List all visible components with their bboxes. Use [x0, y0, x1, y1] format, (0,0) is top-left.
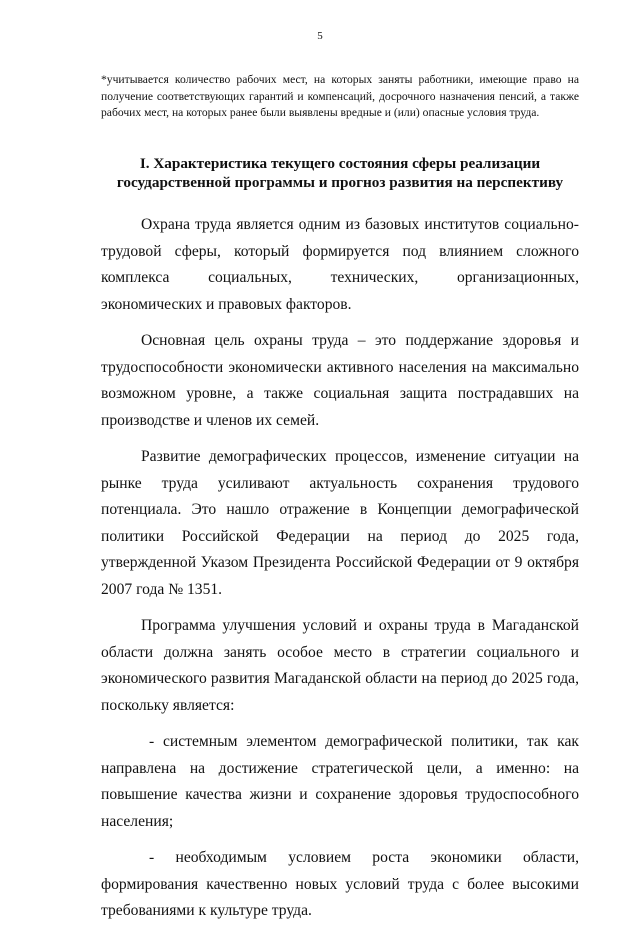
body-text	[101, 212, 579, 925]
footnote	[101, 72, 579, 122]
section-heading-line-2: государственной программы и прогноз развития на перспективу	[116, 174, 564, 191]
section-heading	[80, 154, 600, 192]
section-heading-line-1: I. Характеристика текущего состояния сферы реализации	[139, 155, 541, 172]
list-item-2: - необходимым условием роста экономики области, формирования качественно новых условий труда с более высокими требованиями к культуре труда.	[101, 849, 579, 919]
footnote-text: *учитывается количество рабочих мест, на которых заняты работники, имеющие право на получение соответствующих гарантий и компенсаций, досрочного назначения пенсий, а также рабочих мест, на которых ранее были выявлены вредные и (или) опасные условия труда.	[101, 73, 579, 119]
paragraph-4: Программа улучшения условий и охраны труда в Магаданской области должна занять особое место в стратегии социального и экономического развития Магаданской области на период до 2025 года, поскольку является:	[101, 617, 579, 714]
paragraph-3: Развитие демографических процессов, изменение ситуации на рынке труда усиливают актуальность сохранения трудового потенциала. Это нашло отражение в Концепции демографической политики Российской Федерации на период до 2025 года, утвержденной Указом Президента Российской Федерации от 9 октября 2007 года № 1351.	[101, 448, 579, 598]
list-item-1: - системным элементом демографической политики, так как направлена на достижение стратегической цели, а именно: на повышение качества жизни и сохранение здоровья трудоспособного населения;	[101, 733, 579, 830]
page-number: 5	[317, 30, 323, 42]
paragraph-1: Охрана труда является одним из базовых институтов социально-трудовой сферы, который формируется под влиянием сложного комплекса социальных, технических, организационных, экономических и правовых факторов.	[101, 216, 579, 313]
paragraph-2: Основная цель охраны труда – это поддержание здоровья и трудоспособности экономически активного населения на максимально возможном уровне, а также социальная защита пострадавших на производстве и членов их семей.	[101, 332, 579, 429]
